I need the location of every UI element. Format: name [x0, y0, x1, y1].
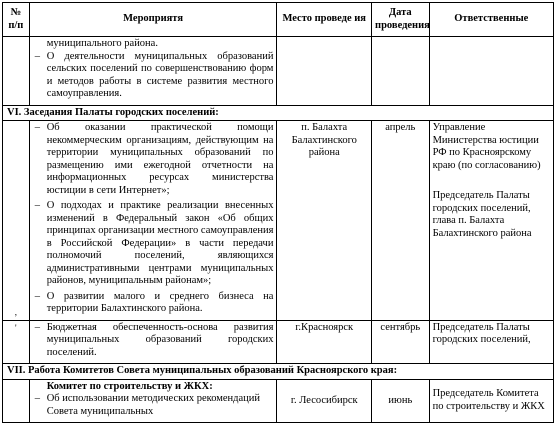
row-date-cell [372, 37, 430, 106]
row-date-cell: июнь [372, 379, 430, 423]
section-title: VII. Работа Комитетов Совета муниципальных образований Красноярского края: [3, 364, 554, 380]
table-row [3, 37, 554, 106]
event-item-text: Об оказании практической помощи некоммерческим организациям, действующим на территории муниципальных образований по размещению ими ежегодной отчетности на информационных ресурсах министерства юстиции в сети Интернет»; [46, 122, 274, 196]
events-table [2, 2, 554, 423]
row-event-cell [29, 121, 277, 321]
dash-bullet: – [34, 122, 40, 133]
event-item-text: О деятельности муниципальных образований сельских поселений по совершенствованию форм и методов работы в системе развития местного самоуправления. [46, 50, 274, 99]
table-row [3, 379, 554, 423]
event-item-text: Бюджетная обеспеченность-основа развития муниципальных образований городских поселений. [46, 321, 274, 358]
responsible-text: Управление Министерства юстиции РФ по Красноярскому краю (по согласованию) [432, 122, 541, 171]
dash-bullet: – [34, 393, 40, 404]
table-header-row [3, 3, 554, 37]
row-event-cell [29, 379, 277, 423]
event-text: муниципального района. [46, 38, 158, 49]
row-num-cell [3, 379, 30, 423]
row-responsible-cell: Председатель Комитета по строительству и ЖКХ [429, 379, 553, 423]
committee-title: Комитет по строительству и ЖКХ: [46, 380, 213, 392]
row-event-cell [29, 320, 277, 364]
header-place: Место проведе ия [277, 3, 372, 37]
responsible-text: Председатель Палаты городских поселений, глава п. Балахта Балахтинского района [432, 190, 532, 239]
row-place-cell [277, 37, 372, 106]
header-responsible: Ответственные [429, 3, 553, 37]
row-responsible-cell [429, 37, 553, 106]
dash-bullet: – [34, 321, 40, 333]
row-event-cell [29, 37, 277, 106]
event-item [33, 51, 274, 101]
event-item [33, 322, 274, 360]
event-item [33, 291, 274, 316]
section-header-row [3, 364, 554, 380]
table-row [3, 121, 554, 321]
event-item-text: О подходах и практике реализации внесенных изменений в Федеральный закон «Об общих принципах организации местного самоуправления в Российской Федерации» в части передачи полномочий поселений, являющихся административными центрами муниципальных районов, муниципальным районам»; [46, 200, 274, 286]
event-item [33, 393, 274, 418]
row-num-cell [3, 320, 30, 364]
section-header-row [3, 105, 554, 121]
dash-bullet: – [34, 290, 40, 302]
event-item-text: Об использовании методических рекомендаций Совета муниципальных [46, 393, 261, 417]
row-date-cell: апрель [372, 121, 430, 321]
event-item-text: О развитии малого и среднего бизнеса на территории Балахтинского района. [46, 290, 274, 314]
row-num-cell [3, 37, 30, 106]
row-mark: ' [15, 322, 17, 333]
event-item [33, 122, 274, 197]
row-responsible-cell [429, 121, 553, 321]
event-item [33, 200, 274, 288]
section-title: VI. Заседания Палаты городских поселений: [3, 105, 554, 121]
dash-bullet: – [34, 50, 40, 62]
table-row [3, 320, 554, 364]
row-place-cell: п. Балахта Балахтинского района [277, 121, 372, 321]
row-place-cell: г. Лесосибирск [277, 379, 372, 423]
row-num-cell [3, 121, 30, 321]
row-mark: , [14, 307, 17, 317]
document-page [0, 2, 556, 417]
dash-bullet: – [34, 200, 40, 211]
row-place-cell: г.Красноярск [277, 320, 372, 364]
header-event: Мероприятя [29, 3, 277, 37]
header-date: Дата проведения [372, 3, 430, 37]
row-date-cell: сентябрь [372, 320, 430, 364]
row-responsible-cell: Председатель Палаты городских поселений, [429, 320, 553, 364]
header-num: № п/п [3, 3, 30, 37]
